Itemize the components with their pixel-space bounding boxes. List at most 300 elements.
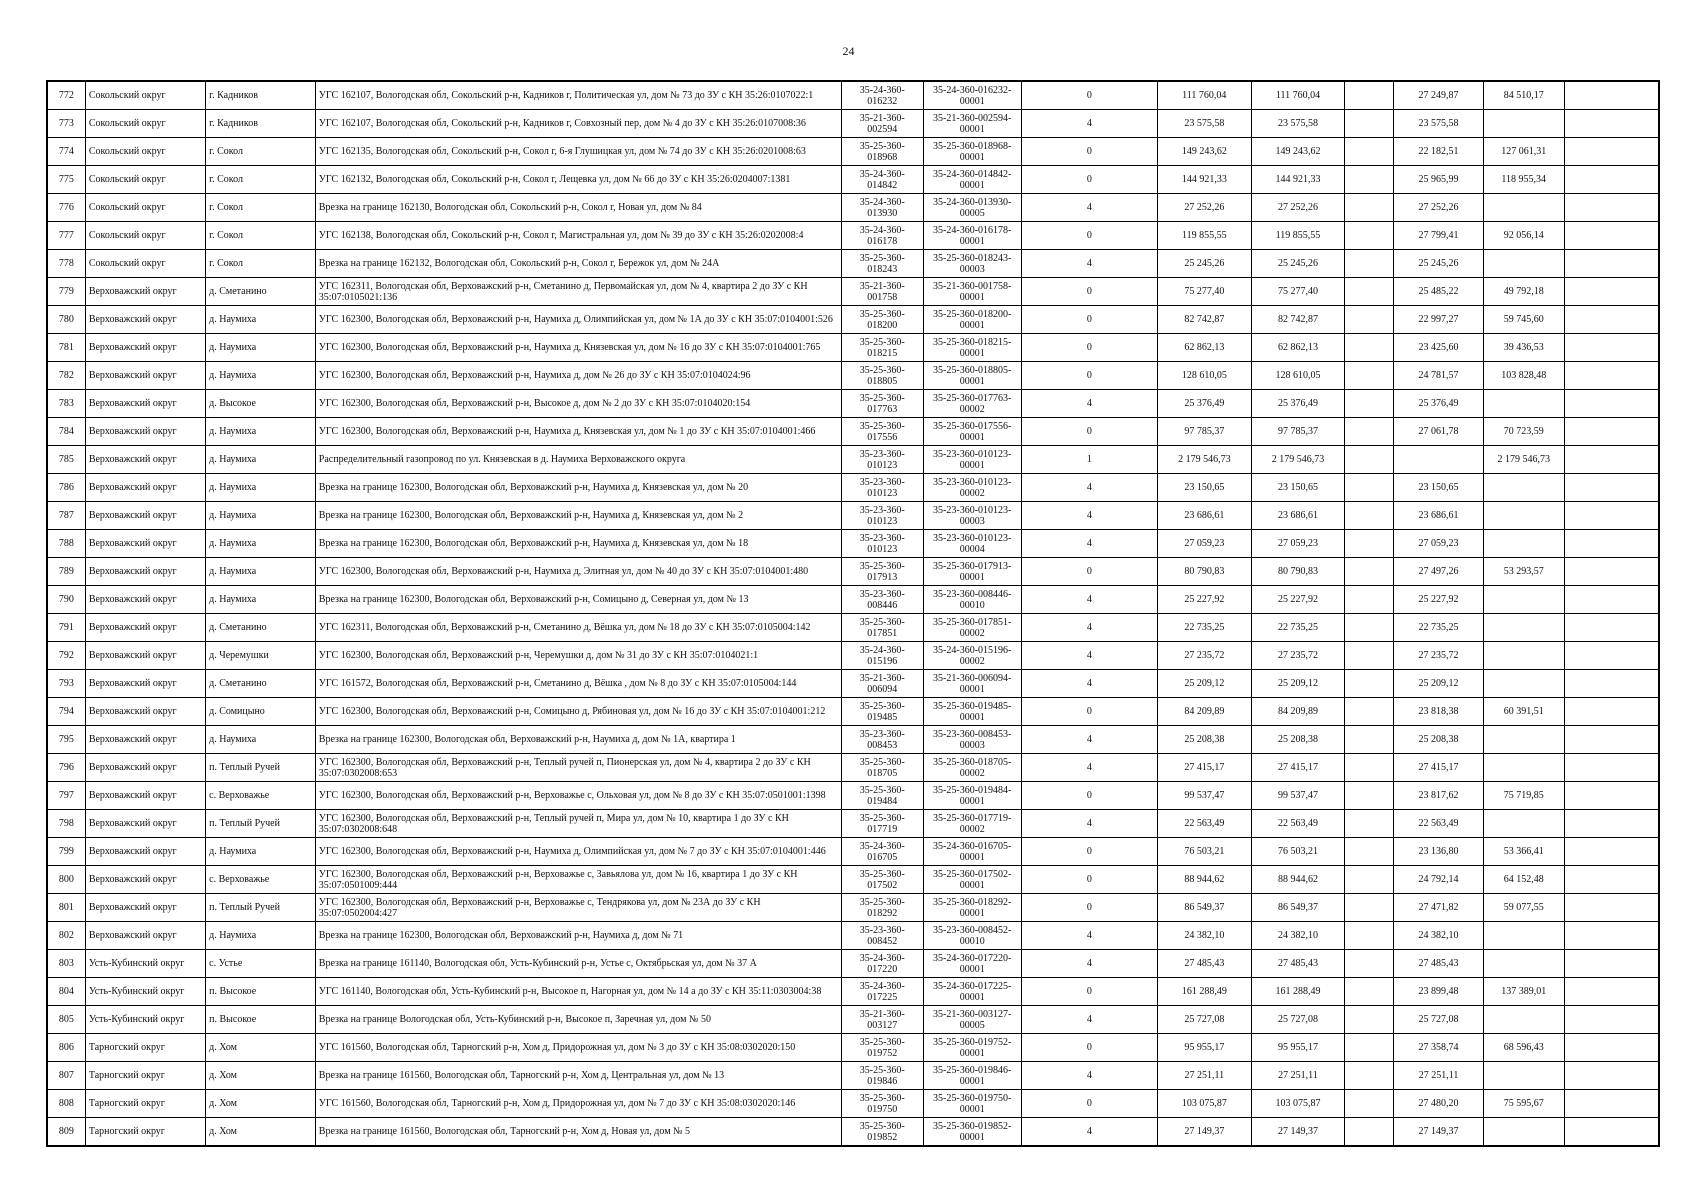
row-number: 774 xyxy=(47,138,85,166)
empty-value-cell-2 xyxy=(1564,642,1659,670)
object-code-cell: 35-25-360-017556 xyxy=(841,418,923,446)
table-row xyxy=(47,642,1659,670)
connection-code-cell: 35-24-360-017225-00001 xyxy=(923,978,1021,1006)
connection-code-cell: 35-23-360-008446-00010 xyxy=(923,586,1021,614)
total-cost-cell: 111 760,04 xyxy=(1157,81,1251,110)
total-cost-cell: 80 790,83 xyxy=(1157,558,1251,586)
object-description-cell: Распределительный газопровод по ул. Князевская в д. Наумиха Верховажского округа xyxy=(315,446,841,474)
row-number: 784 xyxy=(47,418,85,446)
row-number: 798 xyxy=(47,810,85,838)
capital-cost-cell: 23 575,58 xyxy=(1251,110,1345,138)
empty-value-cell-2 xyxy=(1564,530,1659,558)
empty-value-cell-2 xyxy=(1564,866,1659,894)
type-code-cell: 4 xyxy=(1021,726,1157,754)
connection-code-cell: 35-25-360-018805-00001 xyxy=(923,362,1021,390)
object-code-cell: 35-25-360-018292 xyxy=(841,894,923,922)
type-code-cell: 0 xyxy=(1021,838,1157,866)
capital-cost-cell: 97 785,37 xyxy=(1251,418,1345,446)
settlement-cell: г. Сокол xyxy=(206,250,316,278)
empty-value-cell-2 xyxy=(1564,222,1659,250)
connection-code-cell: 35-23-360-008453-00003 xyxy=(923,726,1021,754)
network-cost-cell: 39 436,53 xyxy=(1483,334,1564,362)
table-row xyxy=(47,1034,1659,1062)
object-description-cell: УГС 162300, Вологодская обл, Верховажский р-н, Теплый ручей п, Мира ул, дом № 10, квартира 1 до ЗУ с КН 35:07:0302008:648 xyxy=(315,810,841,838)
row-number: 803 xyxy=(47,950,85,978)
type-code-cell: 4 xyxy=(1021,1006,1157,1034)
connection-code-cell: 35-25-360-018968-00001 xyxy=(923,138,1021,166)
capital-cost-cell: 22 563,49 xyxy=(1251,810,1345,838)
row-number: 788 xyxy=(47,530,85,558)
table-row xyxy=(47,362,1659,390)
object-description-cell: УГС 162135, Вологодская обл, Сокольский р-н, Сокол г, 6-я Глушицкая ул, дом № 74 до ЗУ с КН 35:26:0201008:63 xyxy=(315,138,841,166)
type-code-cell: 0 xyxy=(1021,278,1157,306)
empty-value-cell xyxy=(1345,194,1394,222)
network-cost-cell: 59 077,55 xyxy=(1483,894,1564,922)
empty-value-cell xyxy=(1345,586,1394,614)
empty-value-cell-2 xyxy=(1564,502,1659,530)
capital-cost-cell: 27 415,17 xyxy=(1251,754,1345,782)
empty-value-cell-2 xyxy=(1564,698,1659,726)
network-cost-cell xyxy=(1483,1062,1564,1090)
district-cell: Верховажский округ xyxy=(85,446,205,474)
empty-value-cell-2 xyxy=(1564,586,1659,614)
settlement-cell: д. Наумиха xyxy=(206,446,316,474)
total-cost-cell: 99 537,47 xyxy=(1157,782,1251,810)
row-number: 808 xyxy=(47,1090,85,1118)
type-code-cell: 4 xyxy=(1021,250,1157,278)
table-row xyxy=(47,1118,1659,1147)
table-row xyxy=(47,894,1659,922)
empty-value-cell xyxy=(1345,726,1394,754)
capital-cost-cell: 161 288,49 xyxy=(1251,978,1345,1006)
object-description-cell: Врезка на границе 162300, Вологодская обл, Верховажский р-н, Наумиха д, дом № 71 xyxy=(315,922,841,950)
total-cost-cell: 27 059,23 xyxy=(1157,530,1251,558)
object-code-cell: 35-25-360-019846 xyxy=(841,1062,923,1090)
empty-value-cell-2 xyxy=(1564,726,1659,754)
object-description-cell: УГС 162300, Вологодская обл, Верховажский р-н, Наумиха д, Олимпийская ул, дом № 7 до ЗУ с КН 35:07:0104001:446 xyxy=(315,838,841,866)
network-cost-cell: 92 056,14 xyxy=(1483,222,1564,250)
connection-cost-cell: 27 415,17 xyxy=(1394,754,1483,782)
table-row xyxy=(47,586,1659,614)
table-row xyxy=(47,474,1659,502)
object-description-cell: Врезка на границе 162300, Вологодская обл, Верховажский р-н, Наумиха д, Князевская ул, дом № 20 xyxy=(315,474,841,502)
district-cell: Тарногский округ xyxy=(85,1062,205,1090)
network-cost-cell xyxy=(1483,390,1564,418)
type-code-cell: 4 xyxy=(1021,1062,1157,1090)
object-code-cell: 35-24-360-017220 xyxy=(841,950,923,978)
connection-code-cell: 35-25-360-017556-00001 xyxy=(923,418,1021,446)
connection-cost-cell: 23 817,62 xyxy=(1394,782,1483,810)
connection-code-cell: 35-25-360-018705-00002 xyxy=(923,754,1021,782)
district-cell: Верховажский округ xyxy=(85,642,205,670)
type-code-cell: 4 xyxy=(1021,642,1157,670)
table-row xyxy=(47,1090,1659,1118)
connection-code-cell: 35-24-360-017220-00001 xyxy=(923,950,1021,978)
empty-value-cell xyxy=(1345,390,1394,418)
district-cell: Усть-Кубинский округ xyxy=(85,1006,205,1034)
row-number: 804 xyxy=(47,978,85,1006)
settlement-cell: п. Теплый Ручей xyxy=(206,754,316,782)
table-row xyxy=(47,838,1659,866)
connection-code-cell: 35-21-360-006094-00001 xyxy=(923,670,1021,698)
connection-code-cell: 35-23-360-010123-00002 xyxy=(923,474,1021,502)
total-cost-cell: 25 208,38 xyxy=(1157,726,1251,754)
network-cost-cell: 84 510,17 xyxy=(1483,81,1564,110)
total-cost-cell: 82 742,87 xyxy=(1157,306,1251,334)
total-cost-cell: 22 563,49 xyxy=(1157,810,1251,838)
settlement-cell: д. Черемушки xyxy=(206,642,316,670)
network-cost-cell: 75 595,67 xyxy=(1483,1090,1564,1118)
connection-cost-cell: 27 252,26 xyxy=(1394,194,1483,222)
empty-value-cell-2 xyxy=(1564,390,1659,418)
network-cost-cell xyxy=(1483,1118,1564,1147)
district-cell: Верховажский округ xyxy=(85,838,205,866)
settlement-cell: д. Сметанино xyxy=(206,278,316,306)
connection-cost-cell: 25 227,92 xyxy=(1394,586,1483,614)
district-cell: Сокольский округ xyxy=(85,166,205,194)
table-row xyxy=(47,278,1659,306)
empty-value-cell xyxy=(1345,166,1394,194)
connection-cost-cell: 22 735,25 xyxy=(1394,614,1483,642)
connection-code-cell: 35-24-360-014842-00001 xyxy=(923,166,1021,194)
connection-cost-cell: 23 575,58 xyxy=(1394,110,1483,138)
connection-cost-cell: 24 382,10 xyxy=(1394,922,1483,950)
table-row xyxy=(47,726,1659,754)
district-cell: Верховажский округ xyxy=(85,894,205,922)
object-code-cell: 35-25-360-017913 xyxy=(841,558,923,586)
settlement-cell: д. Наумиха xyxy=(206,474,316,502)
settlement-cell: д. Наумиха xyxy=(206,726,316,754)
connection-cost-cell: 25 965,99 xyxy=(1394,166,1483,194)
network-cost-cell xyxy=(1483,726,1564,754)
object-code-cell: 35-21-360-002594 xyxy=(841,110,923,138)
row-number: 786 xyxy=(47,474,85,502)
object-description-cell: УГС 162107, Вологодская обл, Сокольский р-н, Кадников г, Совхозный пер, дом № 4 до ЗУ с КН 35:26:0107008:36 xyxy=(315,110,841,138)
connection-cost-cell: 27 059,23 xyxy=(1394,530,1483,558)
connection-cost-cell: 25 245,26 xyxy=(1394,250,1483,278)
empty-value-cell-2 xyxy=(1564,558,1659,586)
empty-value-cell xyxy=(1345,110,1394,138)
district-cell: Сокольский округ xyxy=(85,222,205,250)
empty-value-cell xyxy=(1345,418,1394,446)
connection-code-cell: 35-21-360-001758-00001 xyxy=(923,278,1021,306)
empty-value-cell-2 xyxy=(1564,782,1659,810)
capital-cost-cell: 2 179 546,73 xyxy=(1251,446,1345,474)
object-description-cell: УГС 162300, Вологодская обл, Верховажский р-н, Наумиха д, Олимпийская ул, дом № 1А до ЗУ с КН 35:07:0104001:526 xyxy=(315,306,841,334)
settlement-cell: д. Высокое xyxy=(206,390,316,418)
type-code-cell: 0 xyxy=(1021,978,1157,1006)
empty-value-cell-2 xyxy=(1564,614,1659,642)
capital-cost-cell: 22 735,25 xyxy=(1251,614,1345,642)
settlement-cell: д. Хом xyxy=(206,1090,316,1118)
empty-value-cell-2 xyxy=(1564,950,1659,978)
connection-cost-cell: 27 497,26 xyxy=(1394,558,1483,586)
empty-value-cell xyxy=(1345,614,1394,642)
district-cell: Тарногский округ xyxy=(85,1090,205,1118)
network-cost-cell xyxy=(1483,642,1564,670)
connection-code-cell: 35-25-360-017851-00002 xyxy=(923,614,1021,642)
connection-cost-cell: 23 136,80 xyxy=(1394,838,1483,866)
settlement-cell: д. Наумиха xyxy=(206,334,316,362)
capital-cost-cell: 27 235,72 xyxy=(1251,642,1345,670)
empty-value-cell-2 xyxy=(1564,1034,1659,1062)
district-cell: Сокольский округ xyxy=(85,194,205,222)
total-cost-cell: 2 179 546,73 xyxy=(1157,446,1251,474)
object-code-cell: 35-23-360-010123 xyxy=(841,474,923,502)
connection-code-cell: 35-25-360-019750-00001 xyxy=(923,1090,1021,1118)
network-cost-cell: 118 955,34 xyxy=(1483,166,1564,194)
empty-value-cell xyxy=(1345,1006,1394,1034)
object-code-cell: 35-24-360-015196 xyxy=(841,642,923,670)
empty-value-cell-2 xyxy=(1564,138,1659,166)
type-code-cell: 0 xyxy=(1021,334,1157,362)
total-cost-cell: 27 235,72 xyxy=(1157,642,1251,670)
total-cost-cell: 144 921,33 xyxy=(1157,166,1251,194)
settlement-cell: с. Устье xyxy=(206,950,316,978)
district-cell: Верховажский округ xyxy=(85,698,205,726)
total-cost-cell: 97 785,37 xyxy=(1157,418,1251,446)
object-description-cell: УГС 162300, Вологодская обл, Верховажский р-н, Наумиха д, Элитная ул, дом № 40 до ЗУ с КН 35:07:0104001:480 xyxy=(315,558,841,586)
total-cost-cell: 84 209,89 xyxy=(1157,698,1251,726)
total-cost-cell: 25 245,26 xyxy=(1157,250,1251,278)
empty-value-cell-2 xyxy=(1564,1090,1659,1118)
object-code-cell: 35-21-360-006094 xyxy=(841,670,923,698)
type-code-cell: 0 xyxy=(1021,166,1157,194)
connection-code-cell: 35-24-360-015196-00002 xyxy=(923,642,1021,670)
empty-value-cell xyxy=(1345,446,1394,474)
object-description-cell: Врезка на границе 161140, Вологодская обл, Усть-Кубинский р-н, Устье с, Октябрьская ул, дом № 37 А xyxy=(315,950,841,978)
empty-value-cell-2 xyxy=(1564,250,1659,278)
empty-value-cell xyxy=(1345,670,1394,698)
object-code-cell: 35-23-360-010123 xyxy=(841,530,923,558)
network-cost-cell xyxy=(1483,670,1564,698)
connection-code-cell: 35-23-360-010123-00004 xyxy=(923,530,1021,558)
district-cell: Верховажский округ xyxy=(85,810,205,838)
empty-value-cell-2 xyxy=(1564,754,1659,782)
empty-value-cell xyxy=(1345,838,1394,866)
row-number: 779 xyxy=(47,278,85,306)
row-number: 785 xyxy=(47,446,85,474)
empty-value-cell xyxy=(1345,1034,1394,1062)
row-number: 807 xyxy=(47,1062,85,1090)
capital-cost-cell: 75 277,40 xyxy=(1251,278,1345,306)
row-number: 775 xyxy=(47,166,85,194)
district-cell: Верховажский округ xyxy=(85,586,205,614)
settlement-cell: д. Наумиха xyxy=(206,502,316,530)
empty-value-cell-2 xyxy=(1564,978,1659,1006)
table-row xyxy=(47,922,1659,950)
connection-code-cell: 35-25-360-017719-00002 xyxy=(923,810,1021,838)
settlement-cell: с. Верховажье xyxy=(206,866,316,894)
empty-value-cell-2 xyxy=(1564,1006,1659,1034)
total-cost-cell: 27 485,43 xyxy=(1157,950,1251,978)
table-row xyxy=(47,194,1659,222)
empty-value-cell xyxy=(1345,278,1394,306)
object-code-cell: 35-25-360-018968 xyxy=(841,138,923,166)
total-cost-cell: 24 382,10 xyxy=(1157,922,1251,950)
empty-value-cell-2 xyxy=(1564,894,1659,922)
connection-cost-cell: 22 182,51 xyxy=(1394,138,1483,166)
network-cost-cell: 68 596,43 xyxy=(1483,1034,1564,1062)
type-code-cell: 4 xyxy=(1021,586,1157,614)
capital-cost-cell: 24 382,10 xyxy=(1251,922,1345,950)
object-description-cell: УГС 162107, Вологодская обл, Сокольский р-н, Кадников г, Политическая ул, дом № 73 до ЗУ с КН 35:26:0107022:1 xyxy=(315,81,841,110)
empty-value-cell xyxy=(1345,642,1394,670)
capital-cost-cell: 88 944,62 xyxy=(1251,866,1345,894)
object-description-cell: УГС 162300, Вологодская обл, Верховажский р-н, Сомицыно д, Рябиновая ул, дом № 16 до ЗУ с КН 35:07:0104001:212 xyxy=(315,698,841,726)
object-code-cell: 35-24-360-017225 xyxy=(841,978,923,1006)
total-cost-cell: 76 503,21 xyxy=(1157,838,1251,866)
object-description-cell: Врезка на границе 162300, Вологодская обл, Верховажский р-н, Наумиха д, Князевская ул, дом № 2 xyxy=(315,502,841,530)
settlement-cell: п. Высокое xyxy=(206,1006,316,1034)
total-cost-cell: 27 415,17 xyxy=(1157,754,1251,782)
row-number: 801 xyxy=(47,894,85,922)
capital-cost-cell: 128 610,05 xyxy=(1251,362,1345,390)
object-code-cell: 35-23-360-010123 xyxy=(841,502,923,530)
connection-cost-cell: 27 471,82 xyxy=(1394,894,1483,922)
network-cost-cell xyxy=(1483,110,1564,138)
capital-cost-cell: 86 549,37 xyxy=(1251,894,1345,922)
table-row xyxy=(47,250,1659,278)
capital-cost-cell: 27 059,23 xyxy=(1251,530,1345,558)
connection-code-cell: 35-25-360-019752-00001 xyxy=(923,1034,1021,1062)
row-number: 777 xyxy=(47,222,85,250)
connection-cost-cell: 23 425,60 xyxy=(1394,334,1483,362)
type-code-cell: 4 xyxy=(1021,502,1157,530)
empty-value-cell xyxy=(1345,334,1394,362)
total-cost-cell: 103 075,87 xyxy=(1157,1090,1251,1118)
network-cost-cell: 59 745,60 xyxy=(1483,306,1564,334)
type-code-cell: 4 xyxy=(1021,110,1157,138)
object-code-cell: 35-25-360-018243 xyxy=(841,250,923,278)
object-code-cell: 35-25-360-018805 xyxy=(841,362,923,390)
object-description-cell: УГС 162300, Вологодская обл, Верховажский р-н, Наумиха д, Князевская ул, дом № 16 до ЗУ с КН 35:07:0104001:765 xyxy=(315,334,841,362)
capital-cost-cell: 82 742,87 xyxy=(1251,306,1345,334)
row-number: 793 xyxy=(47,670,85,698)
object-code-cell: 35-25-360-019750 xyxy=(841,1090,923,1118)
object-description-cell: УГС 161560, Вологодская обл, Тарногский р-н, Хом д, Придорожная ул, дом № 7 до ЗУ с КН 35:08:0302020:146 xyxy=(315,1090,841,1118)
row-number: 795 xyxy=(47,726,85,754)
district-cell: Тарногский округ xyxy=(85,1034,205,1062)
type-code-cell: 4 xyxy=(1021,922,1157,950)
district-cell: Верховажский округ xyxy=(85,418,205,446)
settlement-cell: д. Наумиха xyxy=(206,418,316,446)
type-code-cell: 0 xyxy=(1021,894,1157,922)
network-cost-cell: 53 366,41 xyxy=(1483,838,1564,866)
object-description-cell: Врезка на границе 162300, Вологодская обл, Верховажский р-н, Наумиха д, Князевская ул, дом № 18 xyxy=(315,530,841,558)
settlement-cell: п. Теплый Ручей xyxy=(206,894,316,922)
row-number: 787 xyxy=(47,502,85,530)
settlement-cell: д. Наумиха xyxy=(206,306,316,334)
type-code-cell: 1 xyxy=(1021,446,1157,474)
connection-cost-cell: 27 251,11 xyxy=(1394,1062,1483,1090)
table-row xyxy=(47,754,1659,782)
object-code-cell: 35-25-360-017763 xyxy=(841,390,923,418)
connection-cost-cell: 27 358,74 xyxy=(1394,1034,1483,1062)
district-cell: Верховажский округ xyxy=(85,922,205,950)
network-cost-cell xyxy=(1483,754,1564,782)
connection-cost-cell: 25 208,38 xyxy=(1394,726,1483,754)
connection-code-cell: 35-23-360-010123-00003 xyxy=(923,502,1021,530)
object-code-cell: 35-24-360-014842 xyxy=(841,166,923,194)
object-description-cell: УГС 162300, Вологодская обл, Верховажский р-н, Наумиха д, дом № 26 до ЗУ с КН 35:07:0104024:96 xyxy=(315,362,841,390)
connection-cost-cell: 25 727,08 xyxy=(1394,1006,1483,1034)
network-cost-cell xyxy=(1483,194,1564,222)
type-code-cell: 0 xyxy=(1021,1090,1157,1118)
district-cell: Верховажский округ xyxy=(85,390,205,418)
capital-cost-cell: 27 485,43 xyxy=(1251,950,1345,978)
connection-cost-cell: 22 563,49 xyxy=(1394,810,1483,838)
network-cost-cell: 75 719,85 xyxy=(1483,782,1564,810)
district-cell: Верховажский округ xyxy=(85,866,205,894)
connection-code-cell: 35-25-360-017502-00001 xyxy=(923,866,1021,894)
capital-cost-cell: 23 686,61 xyxy=(1251,502,1345,530)
total-cost-cell: 88 944,62 xyxy=(1157,866,1251,894)
object-code-cell: 35-25-360-018200 xyxy=(841,306,923,334)
empty-value-cell-2 xyxy=(1564,166,1659,194)
district-cell: Верховажский округ xyxy=(85,754,205,782)
connection-cost-cell: 27 249,87 xyxy=(1394,81,1483,110)
capital-cost-cell: 25 245,26 xyxy=(1251,250,1345,278)
capital-cost-cell: 103 075,87 xyxy=(1251,1090,1345,1118)
empty-value-cell xyxy=(1345,138,1394,166)
empty-value-cell xyxy=(1345,222,1394,250)
capital-cost-cell: 23 150,65 xyxy=(1251,474,1345,502)
object-description-cell: Врезка на границе 161560, Вологодская обл, Тарногский р-н, Хом д, Новая ул, дом № 5 xyxy=(315,1118,841,1147)
empty-value-cell xyxy=(1345,866,1394,894)
empty-value-cell-2 xyxy=(1564,418,1659,446)
object-description-cell: УГС 162300, Вологодская обл, Верховажский р-н, Черемушки д, дом № 31 до ЗУ с КН 35:07:0104021:1 xyxy=(315,642,841,670)
object-description-cell: УГС 162138, Вологодская обл, Сокольский р-н, Сокол г, Магистральная ул, дом № 39 до ЗУ с КН 35:26:0202008:4 xyxy=(315,222,841,250)
network-cost-cell xyxy=(1483,810,1564,838)
district-cell: Усть-Кубинский округ xyxy=(85,950,205,978)
connection-code-cell: 35-25-360-019485-00001 xyxy=(923,698,1021,726)
connection-cost-cell xyxy=(1394,446,1483,474)
empty-value-cell-2 xyxy=(1564,1062,1659,1090)
row-number: 782 xyxy=(47,362,85,390)
object-code-cell: 35-25-360-017851 xyxy=(841,614,923,642)
object-code-cell: 35-25-360-017719 xyxy=(841,810,923,838)
connection-cost-cell: 27 149,37 xyxy=(1394,1118,1483,1147)
row-number: 773 xyxy=(47,110,85,138)
empty-value-cell xyxy=(1345,250,1394,278)
row-number: 800 xyxy=(47,866,85,894)
network-cost-cell: 53 293,57 xyxy=(1483,558,1564,586)
type-code-cell: 4 xyxy=(1021,474,1157,502)
empty-value-cell xyxy=(1345,530,1394,558)
type-code-cell: 0 xyxy=(1021,418,1157,446)
object-description-cell: Врезка на границе 162132, Вологодская обл, Сокольский р-н, Сокол г, Бережок ул, дом № 24А xyxy=(315,250,841,278)
empty-value-cell xyxy=(1345,978,1394,1006)
network-cost-cell: 2 179 546,73 xyxy=(1483,446,1564,474)
settlement-cell: д. Сметанино xyxy=(206,670,316,698)
table-row xyxy=(47,81,1659,110)
object-code-cell: 35-25-360-019852 xyxy=(841,1118,923,1147)
connection-cost-cell: 27 480,20 xyxy=(1394,1090,1483,1118)
total-cost-cell: 62 862,13 xyxy=(1157,334,1251,362)
object-code-cell: 35-23-360-010123 xyxy=(841,446,923,474)
table-row xyxy=(47,446,1659,474)
connection-code-cell: 35-25-360-017763-00002 xyxy=(923,390,1021,418)
table-row xyxy=(47,950,1659,978)
network-cost-cell xyxy=(1483,502,1564,530)
connection-cost-cell: 25 376,49 xyxy=(1394,390,1483,418)
object-code-cell: 35-23-360-008446 xyxy=(841,586,923,614)
network-cost-cell xyxy=(1483,586,1564,614)
settlement-cell: д. Наумиха xyxy=(206,362,316,390)
empty-value-cell xyxy=(1345,306,1394,334)
connection-cost-cell: 24 792,14 xyxy=(1394,866,1483,894)
